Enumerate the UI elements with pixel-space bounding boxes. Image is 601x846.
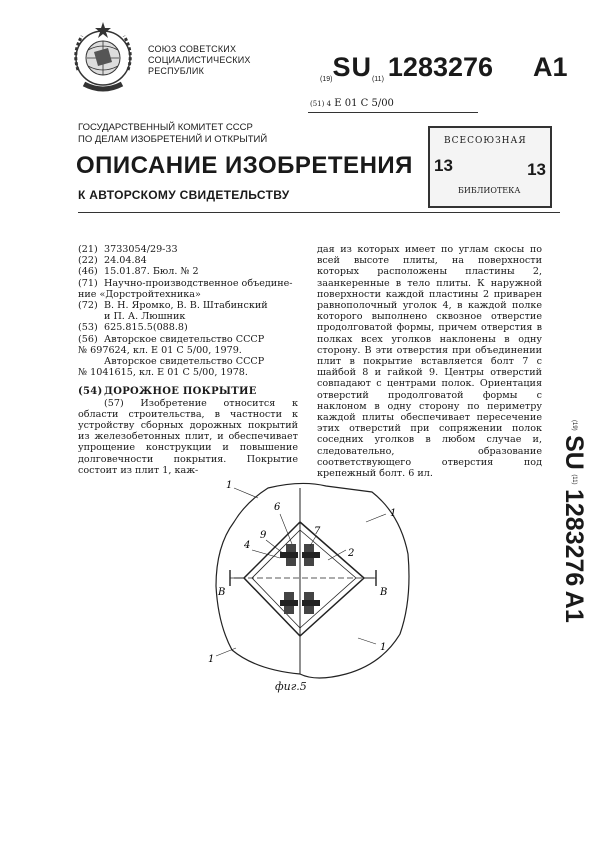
abstract-text: Изобретение относится к области строительства, в частности к устройству сборных дорожных покрытий из железобетонных плит, и обеспечивает упрощение конструкции и повышение долговечности покрытия. Покрытие состоит из плит 1, каж- — [78, 397, 298, 476]
inid-code: (71) — [78, 277, 98, 289]
reference-2-line-2: № 1041615, кл. Е 01 С 5/00, 1978. — [78, 367, 248, 379]
abstract-start — [78, 398, 298, 476]
label-slab-1d: 1 — [380, 642, 387, 653]
inid-code: (72) — [78, 300, 98, 312]
label-slab-1a: 1 — [226, 480, 233, 491]
biblio-row-56 — [78, 334, 298, 345]
publication-date: 15.01.87. Бюл. № 2 — [104, 266, 199, 278]
page-subtitle: К АВТОРСКОМУ СВИДЕТЕЛЬСТВУ — [78, 188, 290, 202]
label-angle-4: 4 — [244, 540, 251, 551]
side-kind: A1 — [560, 590, 588, 623]
applicant-line-2: ние «Дорстройтехника» — [78, 288, 201, 300]
ipc-value: E 01 C 5/00 — [334, 98, 394, 109]
applicant-line-1: Научно-производственное объедине- — [104, 277, 293, 289]
section-label-left: В — [218, 587, 226, 598]
inid-code: (56) — [78, 333, 98, 345]
reference-1-line-1: Авторское свидетельство СССР — [104, 333, 265, 345]
spacer — [78, 378, 298, 386]
biblio-row-54 — [78, 386, 298, 397]
biblio-row-21 — [78, 244, 298, 255]
application-number: 3733054/29-33 — [104, 244, 178, 255]
committee-line-1: ГОСУДАРСТВЕННЫЙ КОМИТЕТ СССР — [78, 122, 253, 133]
side-country: SU — [560, 435, 588, 470]
ipc-underline — [308, 112, 478, 113]
figure-caption: фиг.5 — [275, 680, 307, 693]
biblio-row-72 — [78, 300, 298, 311]
kind-code: A1 — [533, 52, 568, 82]
bibliographic-data — [78, 244, 298, 476]
label-bolt-6: 6 — [274, 502, 281, 513]
stamp-line-1: ВСЕСОЮЗНАЯ — [444, 136, 527, 146]
side-number: 1283276 — [560, 489, 588, 587]
header-divider — [78, 212, 560, 213]
pavement-drawing — [196, 474, 426, 704]
union-line-1: СОЮЗ СОВЕТСКИХ — [148, 44, 237, 54]
ipc-classification — [310, 98, 394, 109]
side-code-11: (11) — [571, 474, 577, 485]
side-code-19: (19) — [571, 420, 577, 431]
reference-1-line-2: № 697624, кл. Е 01 С 5/00, 1979. — [78, 344, 242, 356]
side-patent-number — [548, 420, 588, 690]
biblio-row-22 — [78, 255, 298, 266]
biblio-row-53 — [78, 322, 298, 333]
biblio-row-71 — [78, 278, 298, 289]
stamp-line-3: БИБЛИОТЕКА — [458, 186, 521, 195]
label-bolt-7: 7 — [314, 526, 321, 537]
union-line-2: СОЦИАЛИСТИЧЕСКИХ — [148, 55, 251, 65]
inid-code: (54) — [78, 386, 103, 398]
inid-code: (46) — [78, 266, 98, 278]
section-label-right: В — [380, 587, 388, 598]
committee-line-2: ПО ДЕЛАМ ИЗОБРЕТЕНИЙ И ОТКРЫТИЙ — [78, 134, 268, 145]
patent-number-block — [320, 52, 568, 83]
country-code: SU — [332, 52, 372, 82]
label-nut-9: 9 — [260, 530, 267, 541]
abstract-continuation: дая из которых имеет по углам скосы по всей высоте плиты, на поверхности которых расположены пластины 2, заанкеренные в тело плиты. К наружной поверхности каждой пластины 2 приварен равнополочный уголок 4, в каждой полке которого выполнено сквозное отверстие продолговатой формы, причем отверстия в полках всех уголков наклонены в одну сторону. В эти отверстия при объединении плит в покрытие вставляется болт 7 с шайбой 8 и гайкой 9. Центры отверстий совпадают с центрами полок. Ориентация отверстий продолговатой формы с наклоном в одну сторону по периметру каждой плиты обеспечивает пересечение этих отверстий при сопряжении полок соседних уголков в любом случае и, следовательно, образование соответствующего отверстия под крепежный болт. 6 ил. — [317, 244, 542, 480]
code-11: (11) — [371, 76, 384, 83]
inid-code: (53) — [78, 322, 98, 334]
side-number-text — [548, 420, 588, 690]
inid-code: (22) — [78, 255, 98, 267]
library-stamp — [428, 126, 552, 208]
figure-5 — [196, 474, 426, 704]
ussr-emblem — [68, 18, 138, 102]
inventors-line-1: В. Н. Яромко, В. В. Штабинский — [104, 300, 268, 312]
invention-title: ДОРОЖНОЕ ПОКРЫТИЕ — [104, 386, 257, 398]
label-plate-2: 2 — [348, 548, 355, 559]
reference-2-line-1: Авторское свидетельство СССР — [104, 356, 265, 368]
inventors-line-2: и П. А. Люшник — [104, 311, 186, 323]
patent-number: 1283276 — [387, 52, 494, 82]
filing-date: 24.04.84 — [104, 255, 147, 267]
label-slab-1b: 1 — [390, 508, 397, 519]
inid-code: (57) — [104, 397, 124, 409]
biblio-row-46 — [78, 266, 298, 277]
inid-code: (21) — [78, 244, 98, 255]
union-line-3: РЕСПУБЛИК — [148, 66, 205, 76]
label-slab-1c: 1 — [208, 654, 215, 665]
union-name — [148, 44, 251, 77]
stamp-number-right: 13 — [527, 160, 546, 179]
committee-name — [78, 122, 267, 146]
page-title: ОПИСАНИЕ ИЗОБРЕТЕНИЯ — [76, 152, 413, 179]
stamp-number-left: 13 — [434, 156, 453, 175]
code-19: (19) — [320, 76, 333, 83]
ipc-code: (51) 4 — [310, 100, 332, 108]
udc-code: 625.815.5(088.8) — [104, 322, 188, 334]
